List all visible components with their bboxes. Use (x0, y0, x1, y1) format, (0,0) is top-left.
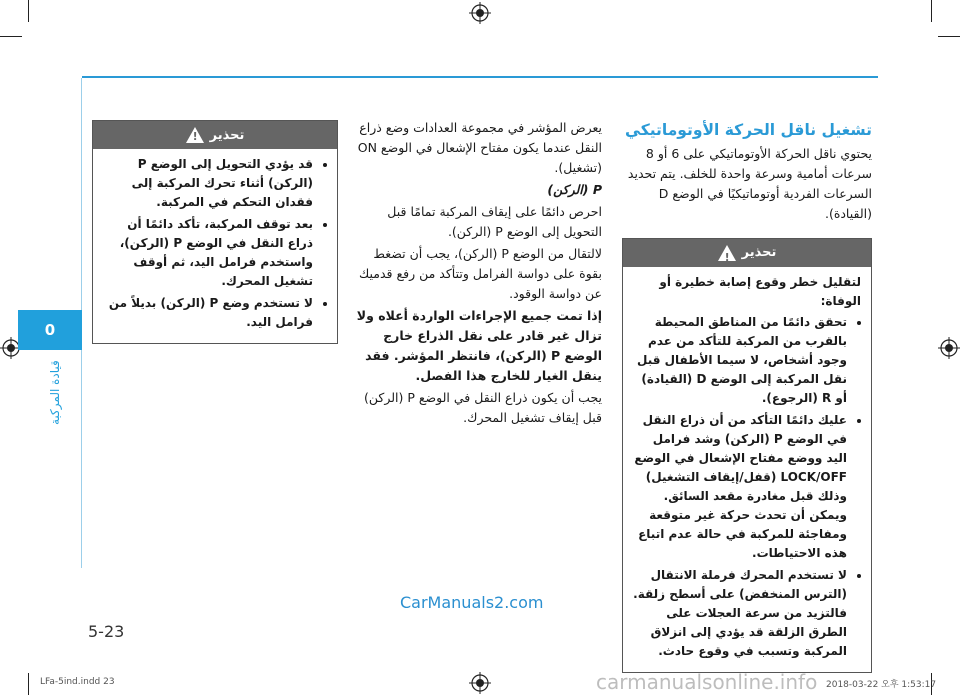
page-number: 5-23 (88, 622, 125, 641)
warning-item: • لا تستخدم المحرك فرملة الانتقال (الترس المنخفض) على أسطح زلقة. فالتزيد من سرعة العجلات على الطرق الزلقة قد يؤدي إلى انزلاق المركبة وتسبب في وقوع حادث. (633, 566, 847, 661)
crop-mark (28, 0, 29, 22)
right-column (622, 118, 872, 673)
warning-body (93, 149, 337, 343)
warning-body (623, 267, 871, 672)
section-body: يحتوي ناقل الحركة الأوتوماتيكي على 6 أو 8 سرعات أمامية وسرعة واحدة للخلف. يتم تحديد السرعات الفردية أوتوماتيكيًا في الوضع D (القيادة). (627, 146, 872, 221)
paragraph: احرص دائمًا على إيقاف المركبة تمامًا قبل التحويل إلى الوضع P (الركن). (387, 204, 602, 239)
section-title: تشغيل ناقل الحركة الأوتوماتيكي (625, 121, 872, 139)
warning-title: تحذير (741, 245, 777, 260)
warning-item: • قد يؤدي التحويل إلى الوضع P (الركن) أثناء تحرك المركبة إلى فقدان التحكم في المركبة. (103, 155, 313, 212)
warning-title: تحذير (209, 127, 245, 143)
paragraph: يجب أن يكون ذراع النقل في الوضع P (الركن) قبل إيقاف تشغيل المحرك. (363, 390, 602, 425)
warning-header (93, 121, 337, 149)
chapter-label: قيادة المركبة (48, 360, 62, 426)
registration-mark-icon (938, 337, 960, 359)
warning-box (622, 238, 872, 673)
crop-mark (28, 673, 29, 695)
note-paragraph: إذا تمت جميع الإجراءات الواردة أعلاه ولا تزال غير قادر على نقل الذراع خارج الوضع P (الركن)، فانتظر المؤشر. فقد ينقل الغيار للخارج هذا الفصل. (356, 308, 602, 383)
crop-mark (938, 36, 960, 37)
warning-triangle-icon: ! (186, 127, 204, 143)
registration-mark-icon (469, 672, 491, 694)
subheading-park: P (الركن) (547, 182, 602, 197)
warning-item: • لا تستخدم وضع P (الركن) بديلاً من فرامل اليد. (103, 294, 313, 332)
warning-box-left (92, 120, 338, 344)
warning-item: • عليك دائمًا التأكد من أن ذراع النقل في الوضع P (الركن) وشد فرامل اليد ووضع مفتاح الإشعال في الوضع LOCK/OFF (قفل/إيقاف التشغيل) وذلك قبل مغادرة مقعد السائق. ويمكن أن تحدث حركة غير متوقعة ومفاجئة للمركبة في حالة عدم اتباع هذه الاحتياطات. (633, 411, 847, 563)
warning-header (623, 239, 871, 267)
registration-mark-icon (469, 2, 491, 24)
watermark: CarManuals2.com (400, 593, 544, 612)
warning-triangle-icon: ! (718, 245, 736, 261)
middle-column (350, 118, 602, 430)
warning-item: • تحقق دائمًا من المناطق المحيطة بالقرب من المركبة للتأكد من عدم وجود أشخاص، لا سيما الأطفال قبل نقل المركبة إلى الوضع D (القيادة) أو R (الرجوع). (633, 313, 847, 408)
footer-brand: carmanualsonline.info (596, 670, 818, 694)
warning-list (633, 313, 861, 661)
crop-mark (0, 36, 22, 37)
warning-lead: لتقليل خطر وقوع إصابة خطيرة أو الوفاة: (659, 275, 861, 308)
paragraph: لالتقال من الوضع P (الركن)، يجب أن تضغط بقوة على دواسة الفرامل وتتأكد من رفع قدميك عن دواسة الوقود. (358, 246, 602, 301)
footer-date: 2018-03-22 오후 1:53:17 (826, 680, 937, 690)
warning-item: • بعد توقف المركبة، تأكد دائمًا أن ذراع النقل في الوضع P (الركن)، واستخدم فرامل اليد، ثم أوقف تشغيل المحرك. (103, 215, 313, 291)
header-rule (82, 76, 878, 78)
warning-list (103, 155, 327, 332)
paragraph: يعرض المؤشر في مجموعة العدادات وضع ذراع النقل عندما يكون مفتاح الإشعال في الوضع ON (تشغيل). (357, 120, 602, 175)
crop-mark (931, 0, 932, 22)
footer-file: LFa-5ind.indd 23 (40, 677, 115, 687)
chapter-tab: 0 (18, 310, 82, 350)
